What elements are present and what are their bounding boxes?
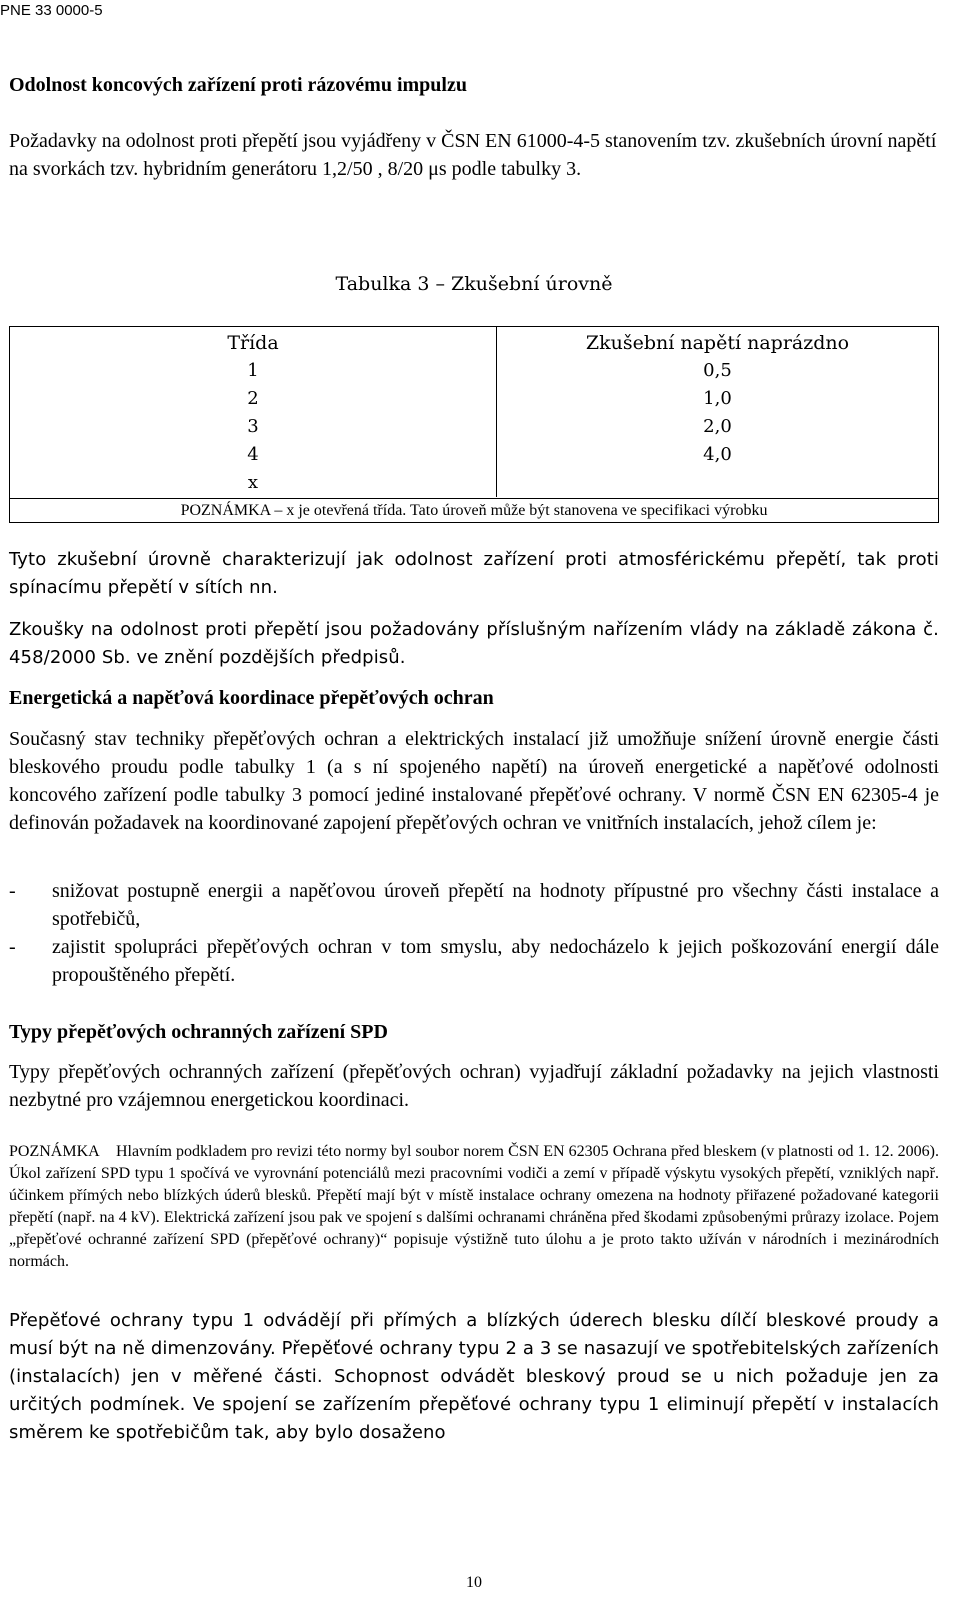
bullet-dash: -	[9, 880, 16, 902]
table-header-class: Třída	[227, 332, 279, 354]
bullet-dash: -	[9, 936, 16, 958]
document-code: PNE 33 0000-5	[0, 2, 103, 19]
note-label: POZNÁMKA	[9, 1143, 100, 1160]
page-number: 10	[466, 1574, 482, 1591]
section-heading-coordination: Energetická a napěťová koordinace přepěťových ochran	[9, 687, 494, 709]
table-note: POZNÁMKA – x je otevřená třída. Tato úroveň může být stanovena ve specifikaci výrobku	[10, 498, 938, 523]
table-cell-voltage: 0,5	[703, 360, 732, 381]
note-revision-basis	[9, 1141, 939, 1273]
table-cell-class: 1	[247, 360, 259, 381]
list-item: - zajistit spolupráci přepěťových ochran v tom smyslu, aby nedocházelo k jejich poškozování energií dále propouštěného přepětí.	[9, 933, 939, 989]
test-levels-table	[9, 326, 939, 523]
table-header-voltage: Zkušební napětí naprázdno	[585, 332, 850, 354]
table-cell-class: 4	[247, 444, 259, 465]
paragraph-spd-type-usage: Přepěťové ochrany typu 1 odvádějí při přímých a blízkých úderech blesku dílčí bleskové proudy a musí být na ně dimenzovány. Přepěťové ochrany typu 2 a 3 se nasazují ve spotřebitelských zařízeních (instalacích) jen v měřené části. Schopnost odvádět bleskový proud se u nich požaduje jen za určitých podmínek. Ve spojení se zařízením přepěťové ochrany typu 1 eliminují přepětí v instalacích směrem ke spotřebičům tak, aby bylo dosaženo	[9, 1310, 939, 1443]
table-cell-class: 2	[247, 388, 259, 409]
section-heading-impulse: Odolnost koncových zařízení proti rázovému impulzu	[9, 74, 467, 96]
table-cell-voltage: 2,0	[703, 416, 732, 437]
table-cell-class: x	[247, 472, 259, 493]
coordination-goals-list	[9, 877, 939, 989]
paragraph-coordination: Současný stav techniky přepěťových ochran a elektrických instalací již umožňuje snížení úrovně energie části bleskového proudu podle tabulky 1 (a s ní spojeného napětí) na úroveň energetické a napěťové odolnosti koncového zařízení podle tabulky 3 pomocí jediné instalované přepěťové ochrany. V normě ČSN EN 62305-4 je definován požadavek na koordinované zapojení přepěťových ochran ve vnitřních instalacích, jehož cílem je:	[9, 728, 939, 834]
table-title: Tabulka 3 – Zkušební úrovně	[335, 273, 613, 295]
paragraph-impulse-requirements: Požadavky na odolnost proti přepětí jsou vyjádřeny v ČSN EN 61000-4-5 stanovením tzv. zkušebních úrovní napětí na svorkách tzv. hybridním generátoru 1,2/50 , 8/20 μs podle tabulky 3.	[9, 130, 937, 180]
table-cell-voltage: 4,0	[703, 444, 732, 465]
paragraph-spd-types: Typy přepěťových ochranných zařízení (přepěťových ochran) vyjadřují základní požadavky na jejich vlastnosti nezbytné pro vzájemnou energetickou koordinaci.	[9, 1061, 939, 1111]
section-heading-spd-types: Typy přepěťových ochranných zařízení SPD	[9, 1021, 388, 1043]
list-item: - snižovat postupně energii a napěťovou úroveň přepětí na hodnoty přípustné pro všechny části instalace a spotřebičů,	[9, 877, 939, 933]
note-text: Hlavním podkladem pro revizi této normy byl soubor norem ČSN EN 62305 Ochrana před bleskem (v platnosti od 1. 12. 2006). Úkol zařízení SPD typu 1 spočívá ve vyrovnání potenciálů mezi pracovními vodiči a zemí v případě výskytu vysokých přepětí, vzniklých např. účinkem přímých nebo blízkých úderů blesků. Přepětí mají být v místě instalace ochrany omezena na hodnoty přiřazené požadované kategorii přepětí (např. na 4 kV). Elektrická zařízení jsou pak ve spojení s dalšími ochranami chráněna před škodami způsobenými průrazy izolace. Pojem „přepěťové ochranné zařízení SPD (přepěťové ochrany)“ popisuje výstižně tuto úlohu a je proto takto užíván v národních i mezinárodních normách.	[9, 1143, 939, 1270]
paragraph-tests-required: Zkoušky na odolnost proti přepětí jsou požadovány příslušným nařízením vlády na základě zákona č. 458/2000 Sb. ve znění pozdějších předpisů.	[9, 619, 939, 668]
paragraph-test-levels: Tyto zkušební úrovně charakterizují jak odolnost zařízení proti atmosférickému přepětí, tak proti spínacímu přepětí v sítích nn.	[9, 549, 939, 598]
table-cell-voltage: 1,0	[703, 388, 732, 409]
table-cell-class: 3	[247, 416, 259, 437]
